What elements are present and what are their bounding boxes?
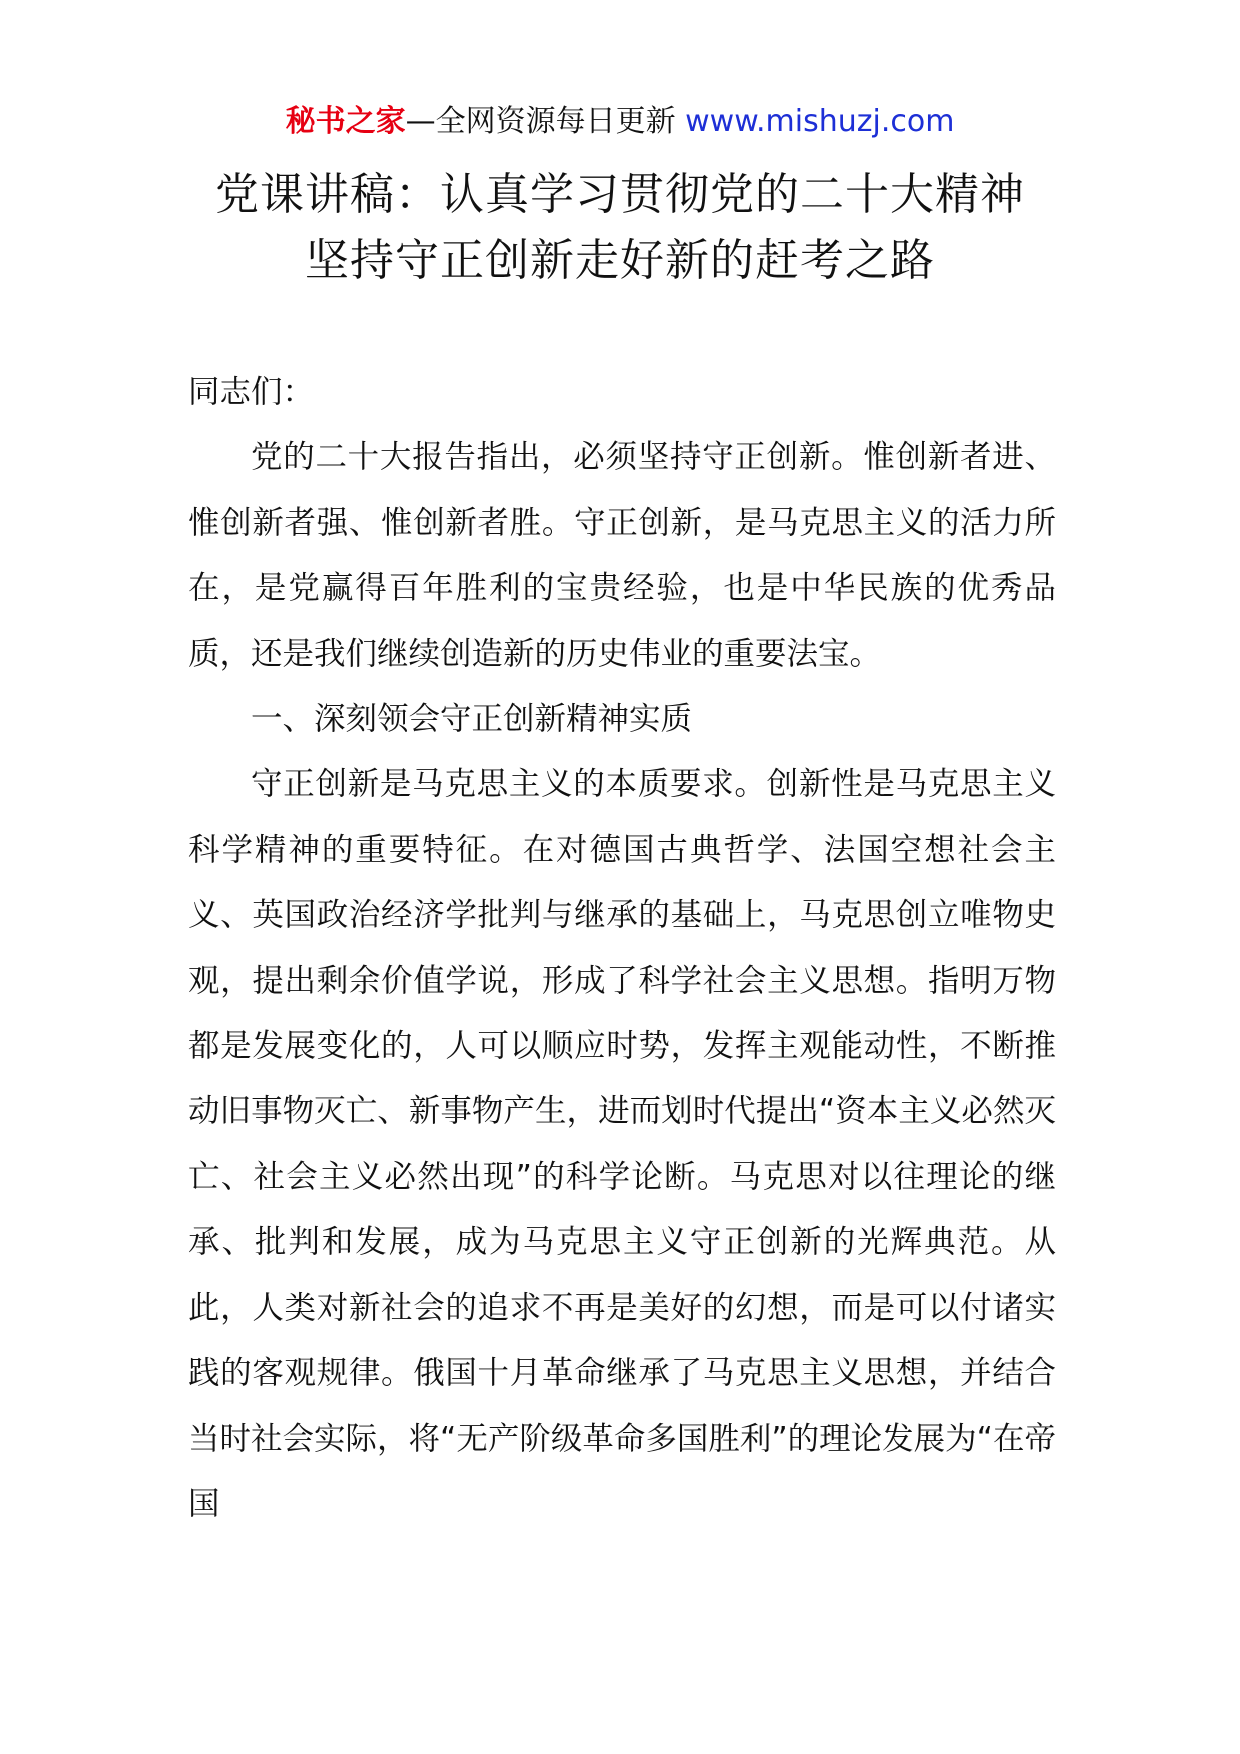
body-paragraph-1: 党的二十大报告指出，必须坚持守正创新。惟创新者进、惟创新者强、惟创新者胜。守正创新，是马克思主义的活力所在，是党赢得百年胜利的宝贵经验，也是中华民族的优秀品质，还是我们继续创造新的历史伟业的重要法宝。 bbox=[188, 439, 1056, 672]
salutation: 同志们： bbox=[188, 374, 315, 410]
document-body bbox=[188, 360, 1056, 1537]
site-banner bbox=[0, 100, 1240, 144]
body-paragraph-2: 守正创新是马克思主义的本质要求。创新性是马克思主义科学精神的重要特征。在对德国古典哲学、法国空想社会主义、英国政治经济学批判与继承的基础上，马克思创立唯物史观，提出剩余价值学说，形成了科学社会主义思想。指明万物都是发展变化的，人可以顺应时势，发挥主观能动性，不断推动旧事物灭亡、新事物产生，进而划时代提出“资本主义必然灭亡、社会主义必然出现”的科学论断。马克思对以往理论的继承、批判和发展，成为马克思主义守正创新的光辉典范。从此，人类对新社会的追求不再是美好的幻想，而是可以付诸实践的客观规律。俄国十月革命继承了马克思主义思想，并结合当时社会实际，将“无产阶级革命多国胜利”的理论发展为“在帝国 bbox=[188, 766, 1056, 1522]
brand-name: 秘书之家 bbox=[285, 104, 406, 139]
section-heading-1: 一、深刻领会守正创新精神实质 bbox=[251, 701, 693, 738]
document-title bbox=[0, 162, 1240, 294]
site-url-link[interactable]: www.mishuzj.com bbox=[685, 104, 955, 139]
title-line-1: 党课讲稿：认真学习贯彻党的二十大精神 bbox=[215, 169, 1025, 220]
title-line-2: 坚持守正创新走好新的赶考之路 bbox=[305, 235, 935, 286]
site-slogan: —全网资源每日更新 bbox=[405, 104, 676, 139]
